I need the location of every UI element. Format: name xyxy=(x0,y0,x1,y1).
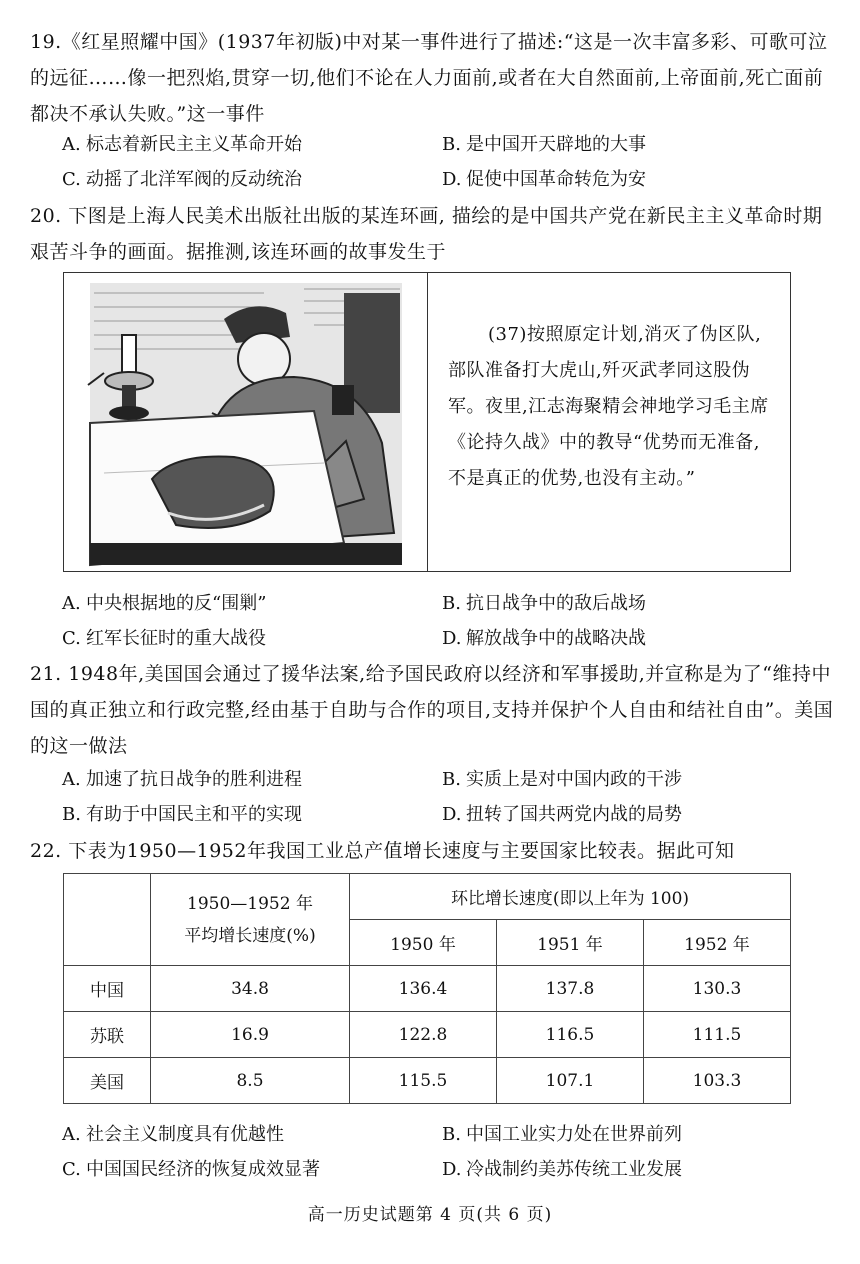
country-cell: 美国 xyxy=(64,1058,151,1104)
question-20-options xyxy=(62,586,822,656)
comic-caption: (37)按照原定计划,消灭了伪区队,部队准备打大虎山,歼灭武孝同这股伪军。夜里,江志海聚精会神地学习毛主席《论持久战》中的教导“优势而无准备,不是真正的优势,也没有主动。” xyxy=(448,324,769,489)
comic-illustration xyxy=(64,273,428,571)
q20-option-a[interactable]: A. 中央根据地的反“围剿” xyxy=(62,593,267,614)
question-19-stem: 19.《红星照耀中国》(1937年初版)中对某一事件进行了描述:“这是一次丰富多彩、可歌可泣的远征……像一把烈焰,贯穿一切,他们不论在人力面前,或者在大自然面前,上帝面前,死亡面前都决不承认失败。”这一事件 xyxy=(30,31,828,125)
q20-option-c[interactable]: C. 红军长征时的重大战役 xyxy=(62,628,266,649)
q20-option-d[interactable]: D. 解放战争中的战略决战 xyxy=(442,628,646,649)
question-21-options xyxy=(62,762,822,832)
q22-option-b[interactable]: B. 中国工业实力处在世界前列 xyxy=(442,1124,682,1145)
value-cell: 122.8 xyxy=(350,1012,497,1058)
table-row xyxy=(64,1012,791,1058)
q22-option-a[interactable]: A. 社会主义制度具有优越性 xyxy=(62,1124,284,1145)
value-cell: 115.5 xyxy=(350,1058,497,1104)
year-header: 1950 年 xyxy=(350,920,497,966)
avg-growth-header: 1950—1952 年 平均增长速度(%) xyxy=(151,874,350,966)
q19-option-c[interactable]: C. 动摇了北洋军阀的反动统治 xyxy=(62,169,302,190)
table-row xyxy=(64,1058,791,1104)
comic-figure xyxy=(63,272,791,572)
q19-option-d[interactable]: D. 促使中国革命转危为安 xyxy=(442,169,646,190)
year-header: 1952 年 xyxy=(643,920,790,966)
value-cell: 111.5 xyxy=(643,1012,790,1058)
question-19-options xyxy=(62,127,822,197)
year-header: 1951 年 xyxy=(496,920,643,966)
country-cell: 苏联 xyxy=(64,1012,151,1058)
question-22-options xyxy=(62,1117,822,1187)
value-cell: 130.3 xyxy=(643,966,790,1012)
q21-option-a[interactable]: A. 加速了抗日战争的胜利进程 xyxy=(62,769,302,790)
question-20-stem: 20. 下图是上海人民美术出版社出版的某连环画, 描绘的是中国共产党在新民主主义革命时期艰苦斗争的画面。据推测,该连环画的故事发生于 xyxy=(30,205,823,263)
table-corner-cell xyxy=(64,874,151,966)
country-cell: 中国 xyxy=(64,966,151,1012)
page-footer: 高一历史试题第 4 页(共 6 页) xyxy=(307,1205,553,1225)
value-cell: 116.5 xyxy=(496,1012,643,1058)
value-cell: 107.1 xyxy=(496,1058,643,1104)
q19-option-b[interactable]: B. 是中国开天辟地的大事 xyxy=(442,134,646,155)
q21-option-b[interactable]: B. 实质上是对中国内政的干涉 xyxy=(442,769,682,790)
q21-option-c[interactable]: B. 有助于中国民主和平的实现 xyxy=(62,804,302,825)
table-row xyxy=(64,966,791,1012)
question-21-stem: 21. 1948年,美国国会通过了援华法案,给予国民政府以经济和军事援助,并宣称是为了“维持中国的真正独立和行政完整,经由基于自助与合作的项目,支持并保护个人自由和结社自由”。美国的这一做法 xyxy=(30,663,834,757)
avg-cell: 8.5 xyxy=(151,1058,350,1104)
q22-option-d[interactable]: D. 冷战制约美苏传统工业发展 xyxy=(442,1159,682,1180)
soldier-reading-illustration xyxy=(64,273,426,570)
value-cell: 137.8 xyxy=(496,966,643,1012)
q21-option-d[interactable]: D. 扭转了国共两党内战的局势 xyxy=(442,804,682,825)
chain-growth-header: 环比增长速度(即以上年为 100) xyxy=(350,874,791,920)
question-22-stem: 22. 下表为1950—1952年我国工业总产值增长速度与主要国家比较表。据此可知 xyxy=(30,840,735,862)
q22-option-c[interactable]: C. 中国国民经济的恢复成效显著 xyxy=(62,1159,320,1180)
avg-cell: 34.8 xyxy=(151,966,350,1012)
industry-growth-table xyxy=(63,873,791,1104)
q20-option-b[interactable]: B. 抗日战争中的敌后战场 xyxy=(442,593,646,614)
avg-cell: 16.9 xyxy=(151,1012,350,1058)
q19-option-a[interactable]: A. 标志着新民主主义革命开始 xyxy=(62,134,302,155)
value-cell: 103.3 xyxy=(643,1058,790,1104)
value-cell: 136.4 xyxy=(350,966,497,1012)
